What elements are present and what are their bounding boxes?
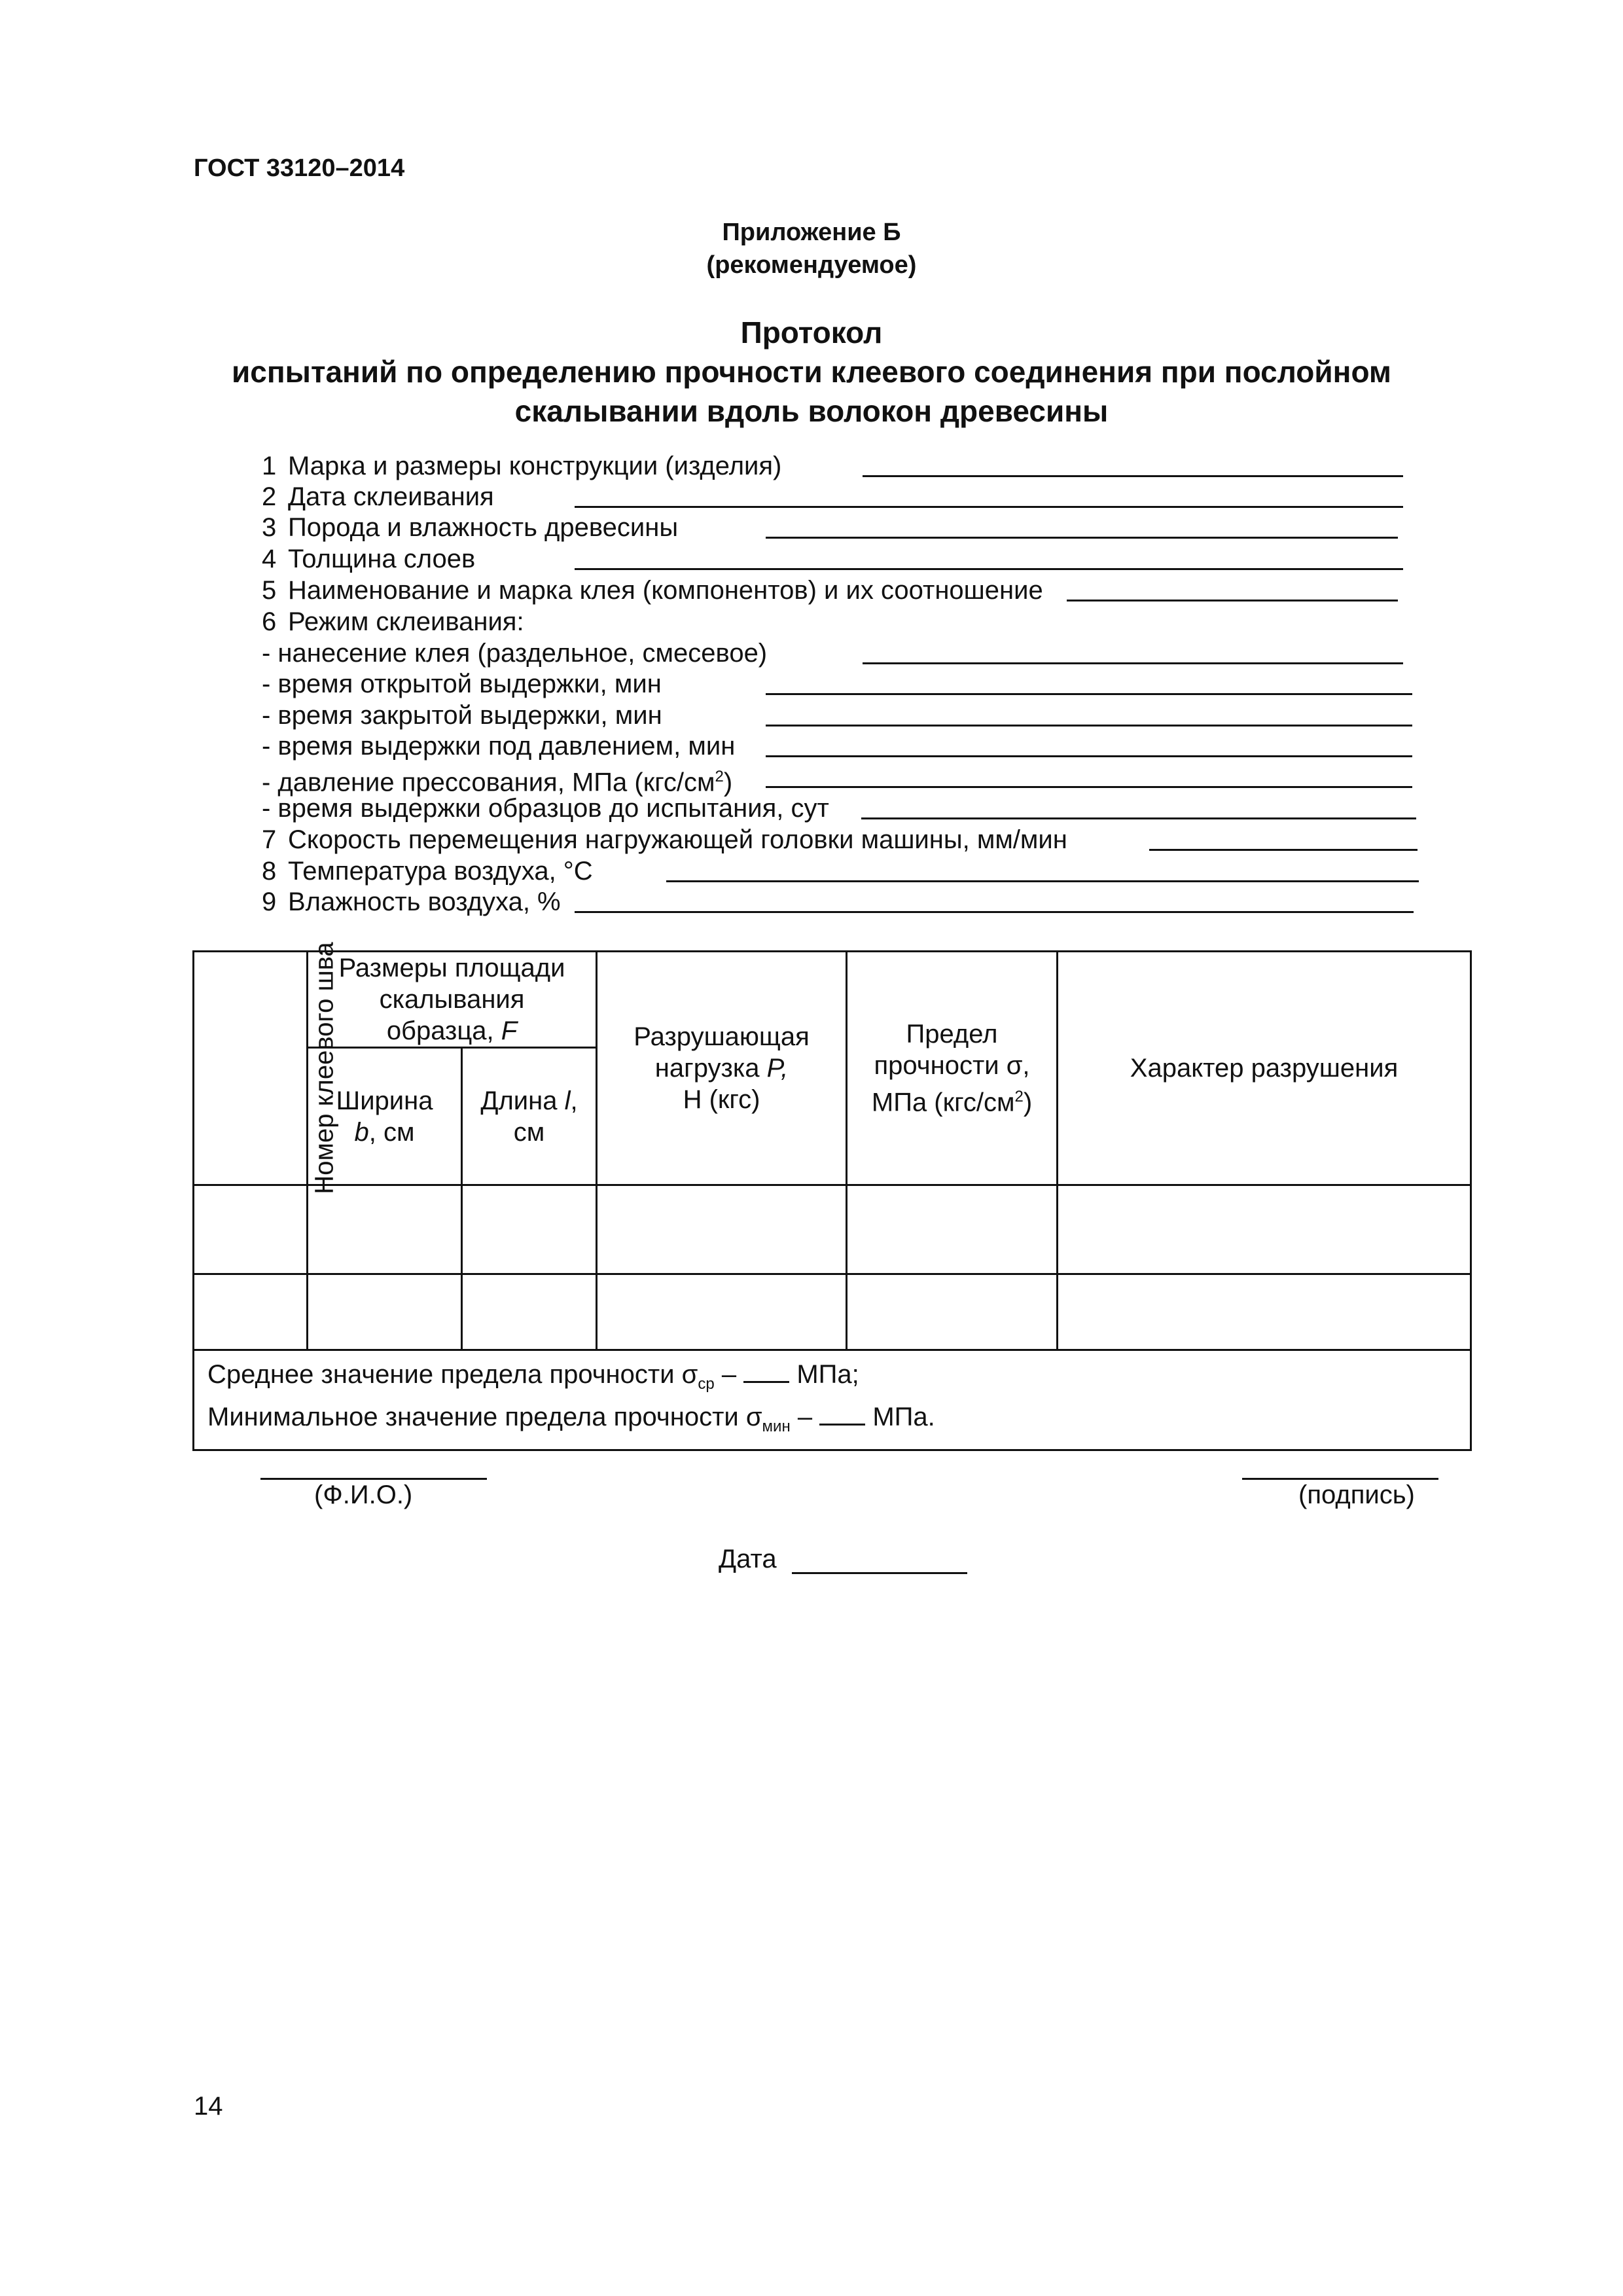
header-width: Ширина b, см: [308, 1048, 462, 1185]
results-table: [192, 942, 1472, 1451]
summary-average: Среднее значение предела прочности $\sigma_{ср}$ – МПа;: [207, 1357, 1457, 1400]
field-air-temperature: 8 Температура воздуха, °С: [262, 855, 593, 887]
page-number: 14: [194, 2092, 223, 2121]
document-code: ГОСТ 33120–2014: [194, 154, 405, 182]
fill-line[interactable]: [861, 817, 1416, 819]
fill-line[interactable]: [575, 506, 1403, 508]
fill-line[interactable]: [766, 755, 1412, 757]
table-row: [194, 1274, 1471, 1350]
fill-line[interactable]: [575, 911, 1414, 913]
header-fracture-character: Характер разрушения: [1058, 952, 1471, 1185]
appendix-status: (рекомендуемое): [706, 251, 917, 279]
field-adhesive: 5 Наименование и марка клея (компонентов) и их соотношение: [262, 575, 1043, 606]
date-label: Дата: [719, 1545, 777, 1573]
field-open-time: - время открытой выдержки, мин: [262, 668, 662, 700]
title-line-1: Протокол: [740, 315, 883, 350]
appendix-title: Приложение Б: [722, 219, 901, 246]
signature-line[interactable]: [1242, 1478, 1438, 1480]
field-pressing-pressure: - давление прессования, МПа $(кгс/см^2)$: [262, 761, 732, 793]
summary-row: [194, 1350, 1471, 1450]
title-line-3: скалывании вдоль волокон древесины: [514, 394, 1109, 428]
fill-line[interactable]: [863, 475, 1403, 477]
signature-label: (подпись): [1298, 1480, 1415, 1509]
appendix-heading: [0, 216, 1623, 281]
header-shear-area: Размеры площади скалывания образца, F: [308, 952, 597, 1048]
summary-minimum: Минимальное значение предела прочности $\sigma_{мин}$ – МПа.: [207, 1400, 1457, 1443]
field-gluing-mode: 6 Режим склеивания:: [262, 607, 524, 636]
table-row: [194, 1185, 1471, 1274]
fill-line[interactable]: [766, 693, 1412, 695]
field-gluing-date: 2 Дата склеивания: [262, 481, 494, 512]
fill-line[interactable]: [863, 662, 1403, 664]
field-construction: 1 Марка и размеры конструкции (изделия): [262, 450, 781, 482]
name-signature-line[interactable]: [260, 1478, 487, 1480]
header-length: Длина l, см: [462, 1048, 597, 1185]
field-sample-holding-time: - время выдержки образцов до испытания, сут: [262, 793, 829, 824]
header-seam-number: Номер клеевого шва: [194, 952, 308, 1185]
fill-line[interactable]: [666, 880, 1419, 882]
header-breaking-load: Разрушающая нагрузка P, Н (кгс): [597, 952, 847, 1185]
field-wood-species: 3 Порода и влажность древесины: [262, 512, 678, 543]
fill-line[interactable]: [766, 725, 1412, 726]
field-pressure-time: - время выдержки под давлением, мин: [262, 730, 735, 762]
field-closed-time: - время закрытой выдержки, мин: [262, 700, 662, 731]
fill-line[interactable]: [1067, 600, 1398, 601]
title-line-2: испытаний по определению прочности клеевого соединения при послойном: [232, 355, 1391, 389]
protocol-title: [0, 313, 1623, 431]
header-strength-limit: Предел прочности σ, МПа $(кгс/см^2)$: [847, 952, 1058, 1185]
field-air-humidity: 9 Влажность воздуха, %: [262, 886, 561, 918]
name-label: (Ф.И.О.): [314, 1480, 413, 1509]
fill-line[interactable]: [1149, 849, 1418, 851]
field-layer-thickness: 4 Толщина слоев: [262, 543, 475, 575]
fill-line[interactable]: [766, 537, 1398, 539]
fill-line[interactable]: [766, 786, 1412, 788]
date-line[interactable]: [792, 1572, 967, 1574]
field-glue-application: - нанесение клея (раздельное, смесевое): [262, 637, 767, 669]
field-machine-speed: 7 Скорость перемещения нагружающей головки машины, мм/мин: [262, 824, 1067, 855]
fill-line[interactable]: [575, 568, 1403, 570]
